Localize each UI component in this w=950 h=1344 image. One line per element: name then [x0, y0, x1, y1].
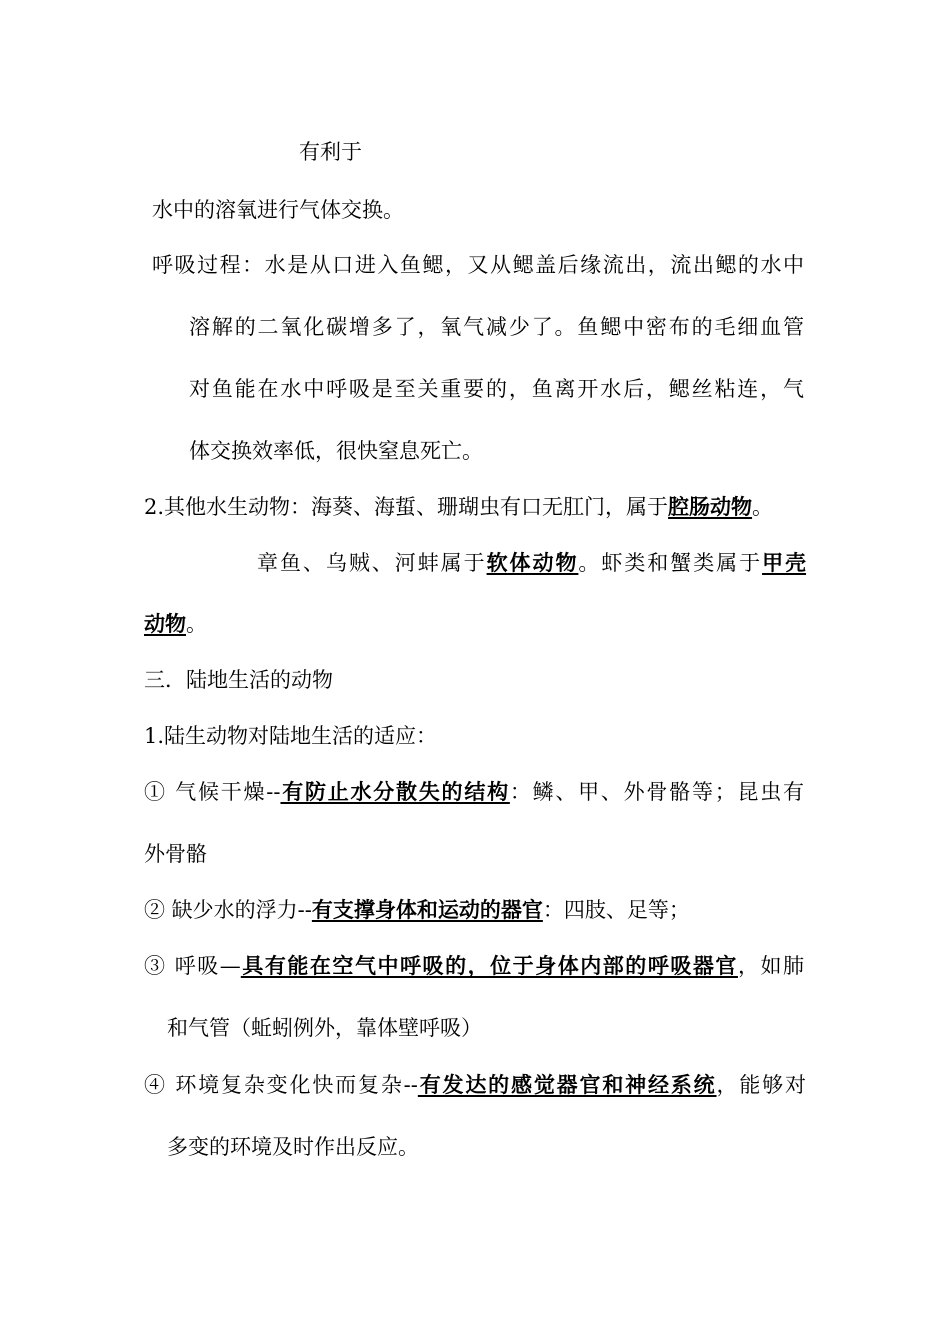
- text-line-5: 对鱼能在水中呼吸是至关重要的，鱼离开水后，鳃丝粘连，气: [189, 377, 804, 401]
- text-line-7-part-c: 。: [752, 495, 774, 519]
- text-line-17-part-a: ④ 环境复杂变化快而复杂--: [144, 1073, 418, 1097]
- keyword-coelenterate: 腔肠动物: [668, 494, 753, 519]
- text-line-12-part-a: ① 气候干燥--: [144, 780, 281, 804]
- text-line-8: [257, 549, 806, 577]
- text-line-14-part-c: ：四肢、足等；: [542, 898, 690, 922]
- text-line-3: 呼吸过程：水是从口进入鱼鳃，又从鳃盖后缘流出，流出鳃的水中: [152, 253, 804, 277]
- section-heading: 三．陆地生活的动物: [144, 668, 333, 692]
- text-line-15-part-c: ，如肺: [737, 954, 805, 978]
- text-line-2: 水中的溶氧进行气体交换。: [152, 198, 404, 222]
- text-line-7-part-a: 2.其他水生动物：海葵、海蜇、珊瑚虫有口无肛门，属于: [144, 495, 669, 519]
- text-line-9-part-b: 。: [186, 612, 207, 636]
- keyword-respiratory-organs: 具有能在空气中呼吸的，位于身体内部的呼吸器官: [240, 953, 738, 978]
- keyword-sense-nervous-system: 有发达的感觉器官和神经系统: [417, 1072, 717, 1097]
- text-line-4: 溶解的二氧化碳增多了，氧气减少了。鱼鳃中密布的毛细血管: [189, 315, 804, 339]
- text-line-13: 外骨骼: [144, 842, 207, 866]
- text-line-9: [144, 610, 207, 638]
- text-line-15-part-a: ③ 呼吸—: [144, 954, 241, 978]
- text-line-15: [144, 952, 804, 980]
- text-line-14-part-a: ② 缺少水的浮力--: [144, 898, 312, 922]
- text-line-6: 体交换效率低，很快窒息死亡。: [189, 439, 483, 463]
- text-line-12: [144, 778, 804, 806]
- text-line-8-part-c: 。虾类和蟹类属于: [578, 551, 763, 575]
- text-line-17-part-c: ，能够对: [716, 1073, 807, 1097]
- text-line-14: [144, 896, 690, 924]
- text-line-7: [144, 493, 773, 521]
- text-line-16: 和气管（蚯蚓例外，靠体壁呼吸）: [167, 1016, 482, 1040]
- text-line-12-part-c: ：鳞、甲、外骨骼等；昆虫有: [509, 780, 805, 804]
- text-line-18: 多变的环境及时作出反应。: [167, 1135, 419, 1159]
- keyword-support-organs: 有支撑身体和运动的器官: [311, 897, 543, 922]
- keyword-water-loss-structure: 有防止水分散失的结构: [280, 779, 510, 804]
- text-line-11: 1.陆生动物对陆地生活的适应：: [144, 724, 438, 748]
- text-line-8-part-a: 章鱼、乌贼、河蚌属于: [257, 551, 487, 575]
- text-line-1: 有利于: [299, 140, 362, 164]
- text-line-17: [144, 1071, 806, 1099]
- keyword-crustacean-end: 动物: [144, 611, 186, 636]
- keyword-mollusk: 软体动物: [486, 550, 579, 575]
- keyword-crustacean-start: 甲壳: [762, 550, 807, 575]
